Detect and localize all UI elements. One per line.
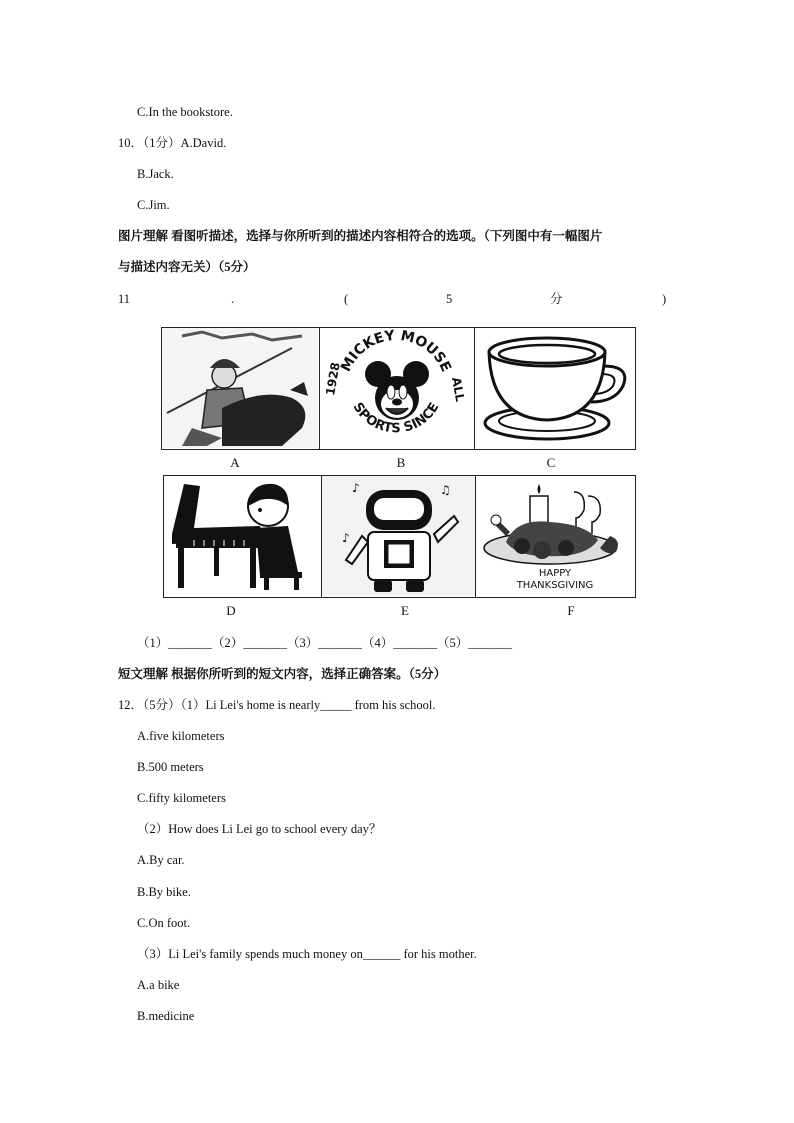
picture-row-1 (161, 327, 637, 470)
q11-answer-blanks: （1）_______（2）_______（3）_______（4）_______（5）_______ (137, 636, 513, 650)
warrior-on-horse-icon (162, 328, 318, 448)
picture-label-a: A (230, 455, 240, 470)
svg-text:MICKEY MOUSE (338, 328, 454, 375)
picture-label-b: B (396, 455, 406, 470)
q12-part2-stem: （2）How does Li Lei go to school every day？ (137, 822, 382, 836)
picture-label-f: F (567, 603, 575, 618)
picture-label-c: C (546, 455, 556, 470)
picture-e (321, 475, 477, 598)
q12-part1-stem: 12．（5分）（1）Li Lei's home is nearly_____ from his school. (118, 698, 436, 712)
mickey-ring-text-right: ALL (449, 376, 468, 403)
q12-part3-stem: （3）Li Lei's family spends much money on______ for his mother. (137, 947, 477, 961)
q12-part1-option-c: C.fifty kilometers (137, 791, 226, 805)
q12-part2-option-c: C.On foot. (137, 916, 191, 930)
coffee-cup-icon (475, 328, 634, 448)
svg-text:♫: ♫ (440, 483, 451, 497)
q11-fen: 分 (550, 292, 563, 306)
picture-row-2 (161, 475, 637, 618)
thanksgiving-text-happy: HAPPY (538, 568, 572, 579)
picture-f (475, 475, 636, 598)
mickey-ring-text-left: 1928 (323, 361, 343, 397)
mickey-ring-text-top: MICKEY MOUSE (338, 328, 454, 375)
robot-icon (322, 476, 475, 596)
piano-player-icon (164, 476, 320, 596)
q12-part2-option-a: A.By car. (137, 853, 185, 867)
q11-paren-open: ( (344, 292, 349, 306)
q10-option-c: C.Jim. (137, 198, 170, 212)
q10-option-b: B.Jack. (137, 167, 174, 181)
q11-dot: . (231, 292, 235, 306)
q12-part3-option-b: B.medicine (137, 1009, 195, 1023)
thanksgiving-turkey-icon (476, 476, 634, 596)
q11-paren-close: ) (662, 292, 667, 306)
picture-label-e: E (401, 603, 409, 618)
svg-text:♪: ♪ (342, 531, 350, 545)
picture-c (474, 327, 636, 450)
picture-d (163, 475, 322, 598)
section-picture-heading: 图片理解 看图听描述，选择与你所听到的描述内容相符合的选项。（下列图中有一幅图片 (118, 229, 603, 243)
q11-number: 11 (118, 292, 131, 306)
q12-part1-option-a: A.five kilometers (137, 729, 225, 743)
mickey-mouse-icon (320, 328, 473, 448)
section-picture-heading-cont: 与描述内容无关）（5分） (118, 260, 256, 274)
picture-a (161, 327, 320, 450)
svg-text:♪: ♪ (352, 481, 360, 495)
thanksgiving-text-thanksgiving: THANKSGIVING (516, 580, 594, 591)
q9-option-c: C.In the bookstore. (137, 105, 233, 119)
q11-score: 5 (446, 292, 453, 306)
q12-part2-option-b: B.By bike. (137, 885, 191, 899)
q10-stem: 10．（1分）A.David. (118, 136, 227, 150)
q12-part3-option-a: A.a bike (137, 978, 180, 992)
q12-part1-option-b: B.500 meters (137, 760, 204, 774)
picture-b (319, 327, 475, 450)
section-passage-heading: 短文理解 根据你所听到的短文内容，选择正确答案。（5分） (118, 667, 447, 681)
mickey-ring-text-bottom: SPORTS SINCE (349, 400, 443, 437)
picture-label-d: D (226, 603, 236, 618)
